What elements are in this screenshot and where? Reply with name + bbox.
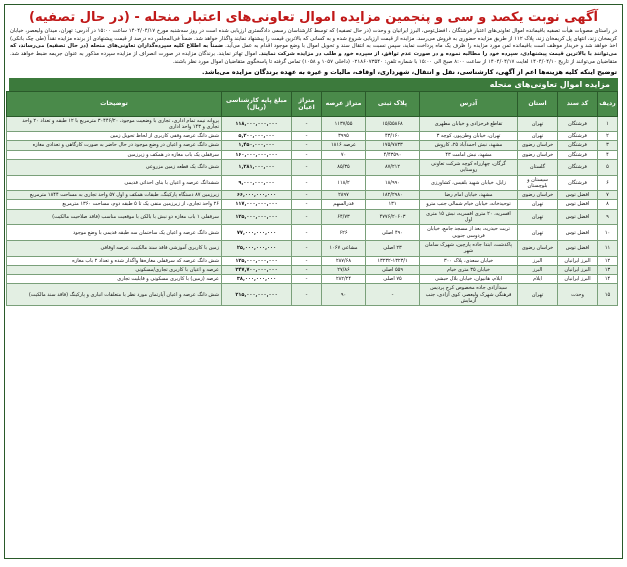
- doc-code-cell: فرشتگان: [558, 160, 598, 176]
- building-area-cell: -: [292, 141, 322, 150]
- column-header: ردیف: [598, 91, 618, 116]
- row-number-cell: ۱۵: [598, 284, 618, 306]
- address-cell: تهران، خیابان وطن‌پور، کوچه ۳: [420, 132, 518, 141]
- province-cell: خراسان رضوی: [518, 141, 558, 150]
- description-cell: شش دانگ عرصه وقفی کاربری از لحاظ تحویل زمین: [7, 132, 222, 141]
- doc-code-cell: فرشتگان: [558, 175, 598, 191]
- row-number-cell: ۲: [598, 132, 618, 141]
- address-cell: پاکدشت، ابتدا جاده پارچین، شهرک سامان شهر: [420, 240, 518, 256]
- province-cell: البرز: [518, 265, 558, 274]
- address-cell: مشهد، نبش امامت ۴۳: [420, 150, 518, 159]
- row-number-cell: ۱۳: [598, 265, 618, 274]
- doc-code-cell: فرشتگان: [558, 141, 598, 150]
- province-cell: تهران: [518, 284, 558, 306]
- province-cell: خراسان رضوی: [518, 240, 558, 256]
- table-row: [7, 240, 618, 256]
- description-cell: سرقفلی ۱ باب مغازه دو نبش با بالکن با موقعیت مناسب (فاقد صلاحیت مالکیت): [7, 209, 222, 225]
- row-number-cell: ۴: [598, 150, 618, 159]
- doc-code-cell: فرشتگان: [558, 150, 598, 159]
- building-area-cell: -: [292, 132, 322, 141]
- doc-code-cell: افضل توس: [558, 200, 598, 209]
- table-row: [7, 209, 618, 225]
- building-area-cell: -: [292, 200, 322, 209]
- address-cell: مشهد، خیابان امام رضا: [420, 191, 518, 200]
- description-cell: عرصه و اعیان با کاربری تجاری/مسکونی: [7, 265, 222, 274]
- land-area-cell: قدرالسهم: [322, 200, 366, 209]
- description-cell: پروانه نیمه تمام اداری، تجاری با وضعیت موجود، ۳۰۴۴۶/۲۰ مترمربع با ۱۲ طبقه و تعداد ۲۰ واحد تجاری و ۱۴۳ واحد اداری: [7, 116, 222, 132]
- table-row: [7, 284, 618, 306]
- address-cell: زابل، خیابان شهید بلقیس، کشاورزی: [420, 175, 518, 191]
- row-number-cell: ۶: [598, 175, 618, 191]
- base-price-cell: ۲۴۷,۷۰۰,۰۰۰,۰۰۰: [222, 265, 292, 274]
- building-area-cell: -: [292, 240, 322, 256]
- building-area-cell: -: [292, 175, 322, 191]
- row-number-cell: ۱: [598, 116, 618, 132]
- province-cell: خراسان رضوی: [518, 191, 558, 200]
- description-cell: شش دانگ عرصه و اعیان در وضع موجود در حال حاضر به صورت کارگاهی و تعدادی مغازه: [7, 141, 222, 150]
- column-header: استان: [518, 91, 558, 116]
- building-area-cell: -: [292, 265, 322, 274]
- table-row: [7, 132, 618, 141]
- intro-highlight: ضمناً به اطلاع کلیه سپرده‌گذاران تعاونی‌های منحله (در حال تصفیه) می‌رساند، که می‌توانند با بالاترین قیمت پیشنهادی، سپرده خود را مطالبه نموده و در صورت عدم توافق، از سپرده خود و طلب در مزایده شرکت نمایند.: [10, 43, 617, 58]
- intro-body: در راستای مصوبات هیأت تصفیه باقیمانده اموال تعاونی‌های اعتبار فرشتگان ، افضل‌توس، البرز ایرانیان و وحدت (در حال تصفیه) که توسط کارشناسان رسمی دادگستری ارزیابی شده است در روز سه‌شنبه مورخ ۱۴۰۴/۰۴/۱۷ ساعت ۱۵:۰۰ در آدرس: تهران، میدان ولیعصر، خیابان کریمخان زند، انتهای پل کریمخان زند، پلاک ۱۱۲ از طریق مزایده حضوری به فروش می‌رسد. مزایده از قیمت ارزیابی شروع شده و به کسانی که بالاترین قیمت را پیشنهاد نمایند واگذار خواهد شد. ضمناً فی‌المجلس ده درصد از قیمت پیشنهادی از برنده مزایده نقداً (طی چک بانکی) اخذ خواهد شد و خریدار موظف است باقیمانده ثمن مورد مزایده را ظرف یک ماه پرداخت نماید، سپس نسبت به انتقال سند و تحویل اموال با وضع موجود اقدام به عمل می‌آید.: [10, 28, 617, 50]
- base-price-cell: ۱,۲۸۱,۰۰۰,۰۰۰: [222, 160, 292, 176]
- column-header: متراژ عرصه: [322, 91, 366, 116]
- address-cell: افسریه، ۲۰ متری افسریه، نبش ۱۵ متری اول: [420, 209, 518, 225]
- address-cell: خیابان سعدی، پلاک ۳۰۰: [420, 256, 518, 265]
- base-price-cell: ۱۱۷,۰۰۰,۰۰۰,۰۰۰: [222, 200, 292, 209]
- row-number-cell: ۸: [598, 200, 618, 209]
- description-cell: ششدانگ عرصه و اعیان با بنای احداثی قدیمی: [7, 175, 222, 191]
- table-title: مزایده اموال تعاونی‌های منحله: [9, 78, 618, 91]
- row-number-cell: ۵: [598, 160, 618, 176]
- address-cell: تقاطع فرحزادی و خیابان مطهری: [420, 116, 518, 132]
- land-area-cell: ۲۸۹۷: [322, 191, 366, 200]
- building-area-cell: -: [292, 225, 322, 241]
- province-cell: ایلام: [518, 275, 558, 284]
- doc-code-cell: البرز ایرانیان: [558, 265, 598, 274]
- doc-code-cell: فرشتگان: [558, 132, 598, 141]
- province-cell: تهران: [518, 200, 558, 209]
- building-area-cell: -: [292, 209, 322, 225]
- column-header: کد سند: [558, 91, 598, 116]
- registry-plate-cell: ۱۳۱: [366, 200, 420, 209]
- table-row: [7, 116, 618, 132]
- doc-code-cell: وحدت: [558, 284, 598, 306]
- province-cell: تهران: [518, 132, 558, 141]
- auction-notice: [4, 4, 623, 559]
- table-row: [7, 191, 618, 200]
- registry-plate-cell: ۴۳/۱۶۰: [366, 132, 420, 141]
- registry-plate-cell: ۴۹۰ اصلی: [366, 225, 420, 241]
- doc-code-cell: افضل توس: [558, 191, 598, 200]
- registry-plate-cell: ۱۷۵/۷۸۳۳: [366, 141, 420, 150]
- table-body: [7, 116, 618, 306]
- address-cell: ایلام، هانیوان، خیابان بلال حبشی: [420, 275, 518, 284]
- table-row: [7, 200, 618, 209]
- province-cell: تهران: [518, 225, 558, 241]
- cost-notice: توضیح اینکه کلیه هزینه‌ها اعم از آگهی، کارشناسی، نقل و انتقال، شهرداری، اوقاف، مالیات و غیره به عهده برندگان مزایده می‌باشد.: [202, 67, 617, 76]
- registry-plate-cell: ۸۷/۲۱۲: [366, 160, 420, 176]
- registry-plate-cell: -: [366, 284, 420, 306]
- building-area-cell: -: [292, 160, 322, 176]
- description-cell: شش دانگ عرصه و اعیان یک ساختمان سه طبقه قدیمی با وضع موجود: [7, 225, 222, 241]
- table-row: [7, 225, 618, 241]
- province-cell: سیستان و بلوچستان: [518, 175, 558, 191]
- description-cell: عرصه (زمین) با کاربری مسکونی و قابلیت تجاری: [7, 275, 222, 284]
- address-cell: مشهد، نبش احمدآباد ۲۵، کاروش: [420, 141, 518, 150]
- building-area-cell: -: [292, 116, 322, 132]
- registry-plate-cell: ۱۸/۹۹۰: [366, 175, 420, 191]
- base-price-cell: ۲۵,۰۰۰,۰۰۰,۰۰۰: [222, 240, 292, 256]
- base-price-cell: ۱۲۵,۰۰۰,۰۰۰,۰۰۰: [222, 256, 292, 265]
- doc-code-cell: البرز ایرانیان: [558, 275, 598, 284]
- doc-code-cell: البرز ایرانیان: [558, 256, 598, 265]
- doc-code-cell: افضل توس: [558, 240, 598, 256]
- address-cell: گرگان، چهارراه کوچه شرکت تعاونی روستایی: [420, 160, 518, 176]
- base-price-cell: ۳۸,۰۰۰,۰۰۰,۰۰۰: [222, 275, 292, 284]
- registry-plate-cell: ۱۸۲/۲۹۸۰: [366, 191, 420, 200]
- land-area-cell: ۶۴/۷۳: [322, 209, 366, 225]
- base-price-cell: ۲۱۵,۰۰۰,۰۰۰,۰۰۰: [222, 284, 292, 306]
- description-cell: سرقفلی یک باب مغازه در همکف و زیرزمین: [7, 150, 222, 159]
- address-cell: خیابان ۳۵ متری خیام: [420, 265, 518, 274]
- registry-plate-cell: ۷۵ اصلی: [366, 275, 420, 284]
- description-cell: شش دانگ یک قطعه زمین مزروعی: [7, 160, 222, 176]
- province-cell: تهران: [518, 209, 558, 225]
- land-area-cell: ۲۸۷/۶۸: [322, 256, 366, 265]
- land-area-cell: عرصه ۱۸۱۶: [322, 141, 366, 150]
- row-number-cell: ۱۴: [598, 275, 618, 284]
- building-area-cell: -: [292, 284, 322, 306]
- address-cell: تربت حیدریه، بعد از مسجد جامع، خیابان فردوسی جنوبی: [420, 225, 518, 241]
- base-price-cell: ۱۲۵,۰۰۰,۰۰۰,۰۰۰: [222, 209, 292, 225]
- column-header: متراژ اعیان: [292, 91, 322, 116]
- column-header: پلاک ثبتی: [366, 91, 420, 116]
- registry-plate-cell: ۴/۴۳۵۹۰: [366, 150, 420, 159]
- row-number-cell: ۳: [598, 141, 618, 150]
- intro-text: [5, 28, 622, 67]
- column-header: مبلغ پایه کارشناسی (ریال): [222, 91, 292, 116]
- doc-code-cell: افضل توس: [558, 209, 598, 225]
- description-cell: شش دانگ عرصه و اعیان آپارتمان مورد نظر با متعلقات انباری و پارکینگ (فاقد سند مالکیت): [7, 284, 222, 306]
- land-area-cell: ۶۲۶: [322, 225, 366, 241]
- table-row: [7, 150, 618, 159]
- base-price-cell: ۹,۰۰۰,۰۰۰,۰۰۰: [222, 175, 292, 191]
- building-area-cell: -: [292, 150, 322, 159]
- table-row: [7, 141, 618, 150]
- row-number-cell: ۹: [598, 209, 618, 225]
- intro-tail: اموال تهاتر نمایند. برندگان مزایده در صورت انصراف از مزایده سپرده مذکور به عنوان جریمه ضبط خواهد شد. متقاضیان می‌توانند از تاریخ ۱۴۰۴/۰۴/۱۰ لغایت ۱۴۰۴/۰۴/۱۷ از ساعت ۸:۰۰ صبح الی ۱۵:۰۰ با شماره تلفن: ۰۲۱۸۶۰۷۳۵۴۰ (داخلی ۱۰۵۷ و ۱۰۵۸) تماس گرفته تا پاسخگوی متقاضیان اموال مورد نظر باشند.: [10, 51, 617, 65]
- land-area-cell: ۷۰: [322, 150, 366, 159]
- row-number-cell: ۱۱: [598, 240, 618, 256]
- registry-plate-cell: ۱۵/۵۵۸۶۸: [366, 116, 420, 132]
- column-header: آدرس: [420, 91, 518, 116]
- description-cell: زیرزمین ۸۷ دستگاه پارکینگ، طبقات همکف و اول ۵۷ واحد تجاری به مساحت ۱۸۴۴ مترمربع: [7, 191, 222, 200]
- land-area-cell: ۱۱۳۷/۵۵: [322, 116, 366, 132]
- table-header-row: [7, 91, 618, 116]
- row-number-cell: ۱۰: [598, 225, 618, 241]
- land-area-cell: ۱۱۸/۲: [322, 175, 366, 191]
- doc-code-cell: افضل توس: [558, 225, 598, 241]
- column-header: توضیحات: [7, 91, 222, 116]
- registry-plate-cell: ۱۳۲۳۲-۱۳۲۳/۱: [366, 256, 420, 265]
- province-cell: تهران: [518, 116, 558, 132]
- base-price-cell: ۶۶,۰۰۰,۰۰۰,۰۰۰: [222, 191, 292, 200]
- table-row: [7, 256, 618, 265]
- registry-plate-cell: ۴۷۷۶/۲۰۶۰۳: [366, 209, 420, 225]
- page-title: آگهی نوبت یکصد و سی و پنجمین مزایده اموال تعاونی‌های اعتبار منحله - (در حال تصفیه): [29, 10, 598, 25]
- land-area-cell: ۸۵/۳۵: [322, 160, 366, 176]
- auction-table: [6, 91, 618, 307]
- base-price-cell: ۱,۴۵۰,۰۰۰,۰۰۰: [222, 141, 292, 150]
- province-cell: خراسان رضوی: [518, 150, 558, 159]
- table-row: [7, 265, 618, 274]
- land-area-cell: ۳۹۹۵: [322, 132, 366, 141]
- land-area-cell: ۹۰: [322, 284, 366, 306]
- table-row: [7, 160, 618, 176]
- building-area-cell: -: [292, 256, 322, 265]
- address-cell: سیدآزادی جاده مخصوص کرج پردیس فرهنگی شهرک ولیعصر، کوی آزادی، جنب آزمایش: [420, 284, 518, 306]
- table-row: [7, 175, 618, 191]
- building-area-cell: -: [292, 275, 322, 284]
- registry-plate-cell: ۲۳ اصلی: [366, 240, 420, 256]
- land-area-cell: ۲۷/۸۶: [322, 265, 366, 274]
- description-cell: زمین با کاربری آموزشی فاقد سند مالکیت، عرصه اوقافی: [7, 240, 222, 256]
- base-price-cell: ۱۱۸,۰۰۰,۰۰۰,۰۰۰: [222, 116, 292, 132]
- base-price-cell: ۷۷,۰۰۰,۰۰۰,۰۰۰: [222, 225, 292, 241]
- province-cell: البرز: [518, 256, 558, 265]
- doc-code-cell: فرشتگان: [558, 116, 598, 132]
- row-number-cell: ۷: [598, 191, 618, 200]
- description-cell: ۲۶ واحد تجاری، از زیرزمین منفی یک تا ۵ طبقه دوم، مساحت ۱۳۶۰ مترمربع: [7, 200, 222, 209]
- registry-plate-cell: ۵۵۹ اصلی: [366, 265, 420, 274]
- description-cell: شش دانگ عرصه که سرقفلی مغازه‌ها واگذار شده و تعداد ۲ باب مغازه: [7, 256, 222, 265]
- province-cell: گلستان: [518, 160, 558, 176]
- address-cell: توحیدخانه، خیابان خیام شمالی جنب مترو: [420, 200, 518, 209]
- land-area-cell: مشاعی ۱۰۶۷: [322, 240, 366, 256]
- table-row: [7, 275, 618, 284]
- row-number-cell: ۱۲: [598, 256, 618, 265]
- base-price-cell: ۱۶۰,۰۰۰,۰۰۰,۰۰۰: [222, 150, 292, 159]
- building-area-cell: -: [292, 191, 322, 200]
- land-area-cell: ۲۸۲/۲۴: [322, 275, 366, 284]
- base-price-cell: ۵,۲۰۰,۰۰۰,۰۰۰: [222, 132, 292, 141]
